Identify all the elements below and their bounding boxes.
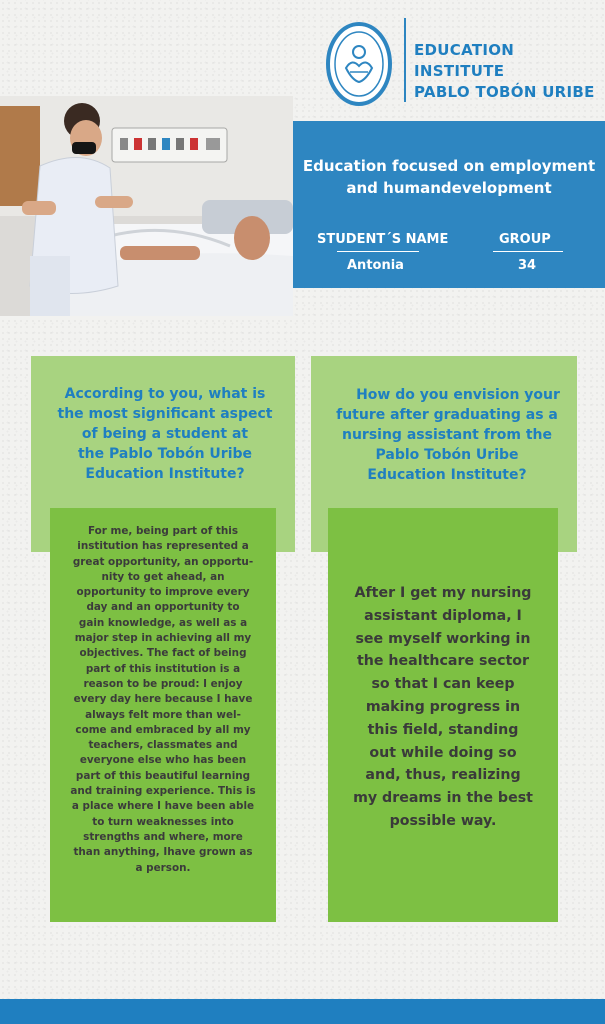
- answer1-line: part of this institution is a: [85, 662, 241, 675]
- answer1-line: major step in achieving all my: [74, 632, 252, 645]
- group-value: 34: [518, 258, 537, 273]
- answer1-line: reason to be proud: I enjoy: [83, 677, 243, 690]
- banner-title-line1: Education focused on employment: [302, 157, 596, 175]
- header-divider: [404, 18, 406, 102]
- question1-text: [52, 384, 278, 484]
- answer1-line: objectives. The fact of being: [79, 647, 247, 660]
- question1-line: of being a student at: [81, 426, 249, 442]
- answer1-line: part of this beautiful learning: [75, 769, 251, 782]
- answer1-line: nity to get ahead, an: [101, 570, 225, 583]
- answer1-line: strengths and where, more: [83, 830, 243, 843]
- student-name-underline: [337, 251, 419, 252]
- answer2-line: the healthcare sector: [356, 653, 530, 670]
- institute-title: [414, 40, 605, 103]
- answer1-line: than anything, Ihave grown as: [73, 846, 253, 859]
- nursing-simulation-photo: [0, 96, 293, 316]
- question2-line: Pablo Tobón Uribe: [375, 447, 519, 463]
- group-label: GROUP: [499, 232, 551, 247]
- question2-line: Education Institute?: [367, 467, 527, 483]
- question2-line: How do you envision your: [356, 387, 560, 403]
- answer1-line: gain knowledge, as well as a: [78, 616, 248, 629]
- answer1-line: and training experience. This is: [70, 785, 256, 798]
- institute-title-line1: EDUCATION INSTITUTE: [414, 41, 515, 80]
- answer1-line: institution has represented a: [77, 540, 249, 553]
- banner-title-line2: and humandevelopment: [346, 179, 552, 197]
- answer1-line: come and embraced by all my: [75, 723, 251, 736]
- answer1-line: For me, being part of this: [87, 525, 239, 537]
- group-underline: [493, 251, 563, 252]
- answer1-line: to turn weaknesses into: [92, 815, 234, 828]
- answer2-line: and, thus, realizing: [365, 767, 521, 784]
- banner-title: [293, 155, 605, 199]
- question1-line: the Pablo Tobón Uribe: [77, 446, 253, 462]
- answer2-line: possible way.: [389, 812, 497, 829]
- answer1-line: a place where I have been able: [71, 800, 255, 813]
- question1-line: According to you, what is: [64, 386, 266, 402]
- answer1-text: [60, 524, 266, 876]
- student-name-label: STUDENT´S NAME: [317, 232, 449, 247]
- question2-line: nursing assistant from the: [342, 427, 552, 443]
- question2-text: [322, 385, 572, 485]
- question1-line: Education Institute?: [85, 466, 245, 482]
- answer2-line: assistant diploma, I: [364, 607, 522, 624]
- question1-line: the most significant aspect: [57, 406, 273, 422]
- answer2-text: [335, 582, 551, 833]
- answer1-line: teachers, classmates and: [88, 739, 238, 752]
- answer1-line: every day here because I have: [73, 693, 253, 706]
- student-name-value: Antonia: [347, 258, 404, 273]
- institute-logo: [326, 22, 392, 106]
- answer1-line: everyone else who has been: [79, 754, 247, 767]
- answer2-line: out while doing so: [369, 744, 517, 761]
- answer2-line: my dreams in the best: [353, 790, 533, 807]
- answer2-line: this field, standing: [367, 721, 519, 738]
- answer2-line: see myself working in: [355, 630, 531, 647]
- answer1-line: always felt more than wel-: [85, 708, 241, 721]
- info-banner: [293, 121, 605, 288]
- answer1-line: great opportunity, an opportu-: [72, 555, 254, 568]
- answer1-line: day and an opportunity to: [86, 601, 240, 614]
- institute-title-line2: PABLO TOBÓN URIBE: [414, 83, 595, 101]
- answer2-line: After I get my nursing: [354, 585, 532, 601]
- answer1-line: a person.: [135, 861, 191, 874]
- answer2-line: so that I can keep: [371, 676, 515, 693]
- answer1-line: opportunity to improve every: [76, 586, 250, 599]
- footer-bar: [0, 999, 605, 1024]
- question2-line: future after graduating as a: [336, 407, 558, 423]
- answer2-line: making progress in: [365, 698, 521, 715]
